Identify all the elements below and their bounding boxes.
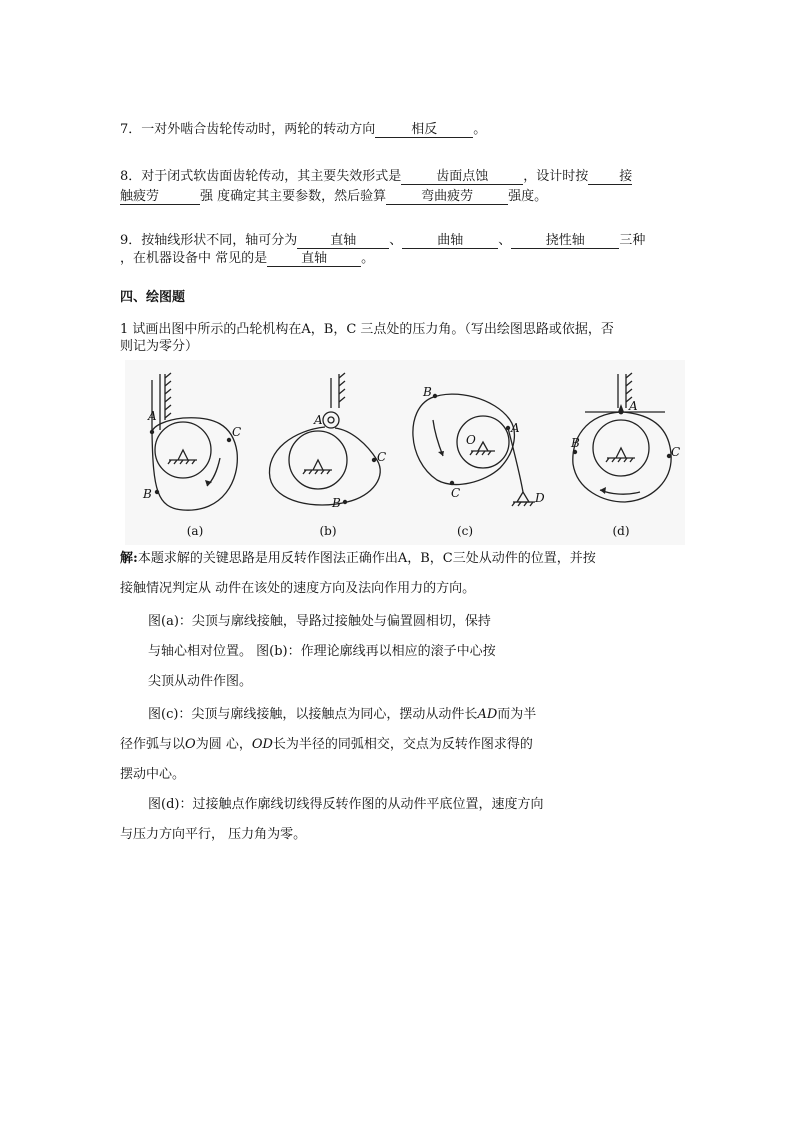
q9-answer1: 直轴 bbox=[297, 233, 389, 249]
q9-answer2: 曲轴 bbox=[402, 233, 498, 249]
q9-sep2: 、 bbox=[498, 233, 512, 248]
label-b-C: C bbox=[377, 450, 387, 464]
solution-c-line3: 摆动中心。 bbox=[120, 767, 186, 782]
q8-answer2-part2: 触疲劳 bbox=[120, 189, 200, 205]
q8-suffix: 强度。 bbox=[508, 189, 548, 204]
q9-middle: 三种 bbox=[619, 233, 646, 248]
label-c-O: O bbox=[466, 433, 476, 447]
question-9-line1 bbox=[120, 232, 645, 250]
label-b-A: A bbox=[314, 413, 323, 427]
q9-line2-text: ，在机器设备中 常见的是 bbox=[120, 251, 268, 266]
c-line1-post: 而为半 bbox=[497, 707, 537, 722]
q7-text: 7．一对外啮合齿轮传动时，两轮的转动方向 bbox=[120, 122, 376, 137]
label-a-A: A bbox=[148, 409, 157, 423]
question-7 bbox=[120, 121, 486, 139]
q9-answer4: 直轴 bbox=[267, 251, 361, 267]
c-line2-mid: 为圆 心， bbox=[195, 737, 252, 752]
solution-d-line1: 图(d)：过接触点作廓线切线得反转作图的从动件平底位置，速度方向 bbox=[148, 797, 544, 812]
label-a-B: B bbox=[143, 487, 152, 501]
c-line2-sym2: OD bbox=[251, 737, 273, 752]
q9-sep1: 、 bbox=[389, 233, 403, 248]
q8-answer2-part1: 接 bbox=[588, 169, 632, 185]
label-d-A: A bbox=[629, 399, 638, 413]
solution-a-line3: 尖顶从动件作图。 bbox=[148, 674, 253, 689]
label-d-C: C bbox=[671, 445, 681, 459]
c-line1-sym: AD bbox=[477, 707, 498, 722]
q8-middle1: ，设计时按 bbox=[523, 169, 589, 184]
problem-1-line1: 1 试画出图中所示的凸轮机构在A，B，C 三点处的压力角。（写出绘图思路或依据，否 bbox=[120, 322, 614, 337]
q9-text: 9．按轴线形状不同，轴可分为 bbox=[120, 233, 298, 248]
solution-line1 bbox=[120, 550, 596, 568]
solution-a-line2: 与轴心相对位置。 图(b)：作理论廓线再以相应的滚子中心按 bbox=[148, 644, 496, 659]
label-c-A: A bbox=[511, 421, 520, 435]
label-c-C: C bbox=[451, 486, 461, 500]
caption-a: (a) bbox=[186, 524, 204, 538]
caption-c: (c) bbox=[456, 524, 474, 538]
label-c-B: B bbox=[423, 385, 432, 399]
label-c-D: D bbox=[535, 491, 545, 505]
question-8-line2 bbox=[120, 188, 547, 206]
q8-text: 8．对于闭式软齿面齿轮传动，其主要失效形式是 bbox=[120, 169, 402, 184]
label-a-C: C bbox=[232, 425, 242, 439]
c-line2-sym1: O bbox=[185, 737, 196, 752]
cam-mechanism-figure bbox=[125, 360, 685, 545]
q9-answer3: 挠性轴 bbox=[511, 233, 619, 249]
solution-line2: 接触情况判定从 动件在该处的速度方向及法向作用力的方向。 bbox=[120, 581, 476, 596]
q8-middle2: 强 度确定其主要参数，然后验算 bbox=[200, 189, 387, 204]
question-8-line1 bbox=[120, 168, 632, 186]
c-line2-pre: 径作弧与以 bbox=[120, 737, 186, 752]
q9-suffix: 。 bbox=[361, 251, 375, 266]
label-d-B: B bbox=[571, 436, 580, 450]
caption-d: (d) bbox=[612, 524, 630, 538]
q7-suffix: 。 bbox=[473, 122, 487, 137]
solution-c-line2 bbox=[120, 736, 533, 754]
q8-answer3: 弯曲疲劳 bbox=[386, 189, 508, 205]
caption-b: (b) bbox=[319, 524, 337, 538]
solution-label: 解: bbox=[120, 551, 138, 566]
q8-answer1: 齿面点蚀 bbox=[401, 169, 523, 185]
section-title: 四、绘图题 bbox=[120, 290, 186, 305]
question-9-line2 bbox=[120, 250, 374, 268]
solution-text1: 本题求解的关键思路是用反转作图法正确作出A，B，C三处从动件的位置，并按 bbox=[137, 551, 596, 566]
c-line2-post: 长为半径的同弧相交，交点为反转作图求得的 bbox=[272, 737, 533, 752]
label-b-B: B bbox=[332, 496, 341, 510]
solution-c-line1 bbox=[148, 706, 536, 724]
problem-1-line2: 则记为零分） bbox=[120, 339, 199, 354]
solution-a-line1: 图(a)：尖顶与廓线接触，导路过接触处与偏置圆相切，保持 bbox=[148, 614, 491, 629]
c-line1-pre: 图(c)：尖顶与廓线接触，以接触点为同心，摆动从动件长 bbox=[148, 707, 478, 722]
q7-answer: 相反 bbox=[375, 122, 473, 138]
solution-d-line2: 与压力方向平行， 压力角为零。 bbox=[120, 827, 307, 842]
